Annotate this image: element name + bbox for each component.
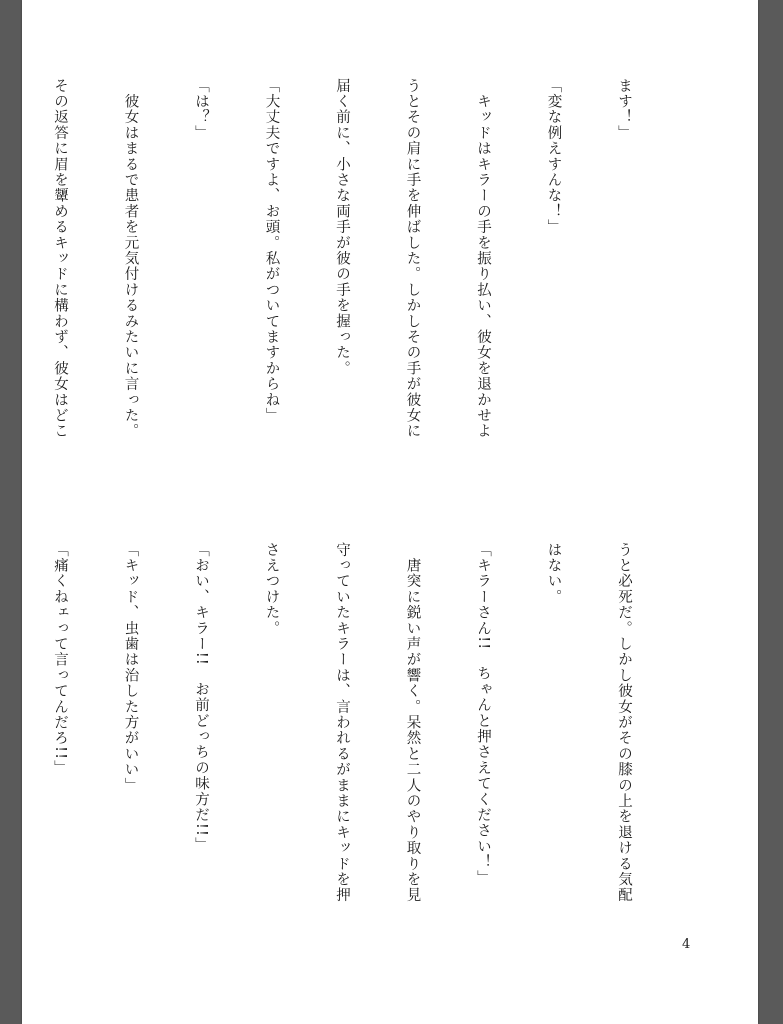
text-line: 「おい、キラー!! お前どっちの味方だ!!」 [193, 542, 209, 853]
text-line: 「キッド、虫歯は治した方がいい」 [122, 542, 139, 794]
text-line: キッドはキラーの手を振り払い、彼女を退かせよ [475, 78, 491, 440]
text-line: はない。 [545, 542, 562, 605]
text-line: 「は？」 [193, 78, 209, 141]
text-block-bottom [0, 542, 682, 922]
text-line: さえつけた。 [263, 542, 280, 637]
text-line: 「変な例えすんな！」 [545, 78, 562, 235]
text-line: 「大丈夫ですよ、お頭。私がついてますからね」 [263, 78, 280, 424]
text-line [0, 78, 1, 458]
text-line: 届く前に、小さな両手が彼の手を握った。 [334, 78, 350, 377]
text-line: うと必死だ。しかし彼女がその膝の上を退ける気配 [616, 542, 632, 904]
text-line [0, 542, 1, 922]
text-line: 彼女はまるで患者を元気付けるみたいに言った。 [122, 78, 139, 440]
text-line: 唐突に鋭い声が響く。呆然と二人のやり取りを見 [404, 542, 421, 904]
text-line: うとその肩に手を伸ばした。しかしその手が彼女に [404, 78, 421, 440]
text-line: その返答に眉を顰めるキッドに構わず、彼女はどこ [52, 78, 68, 440]
text-line: 守っていたキラーは、言われるがままにキッドを押 [334, 542, 350, 904]
text-line: ます！」 [616, 78, 632, 141]
text-line: 「キラーさん!! ちゃんと押さえてください！」 [475, 542, 491, 886]
text-block-top [0, 78, 682, 458]
page-number: 4 [682, 937, 691, 952]
text-line: 「痛くねェって言ってんだろ!!」 [52, 542, 68, 776]
book-page [22, 0, 758, 1024]
